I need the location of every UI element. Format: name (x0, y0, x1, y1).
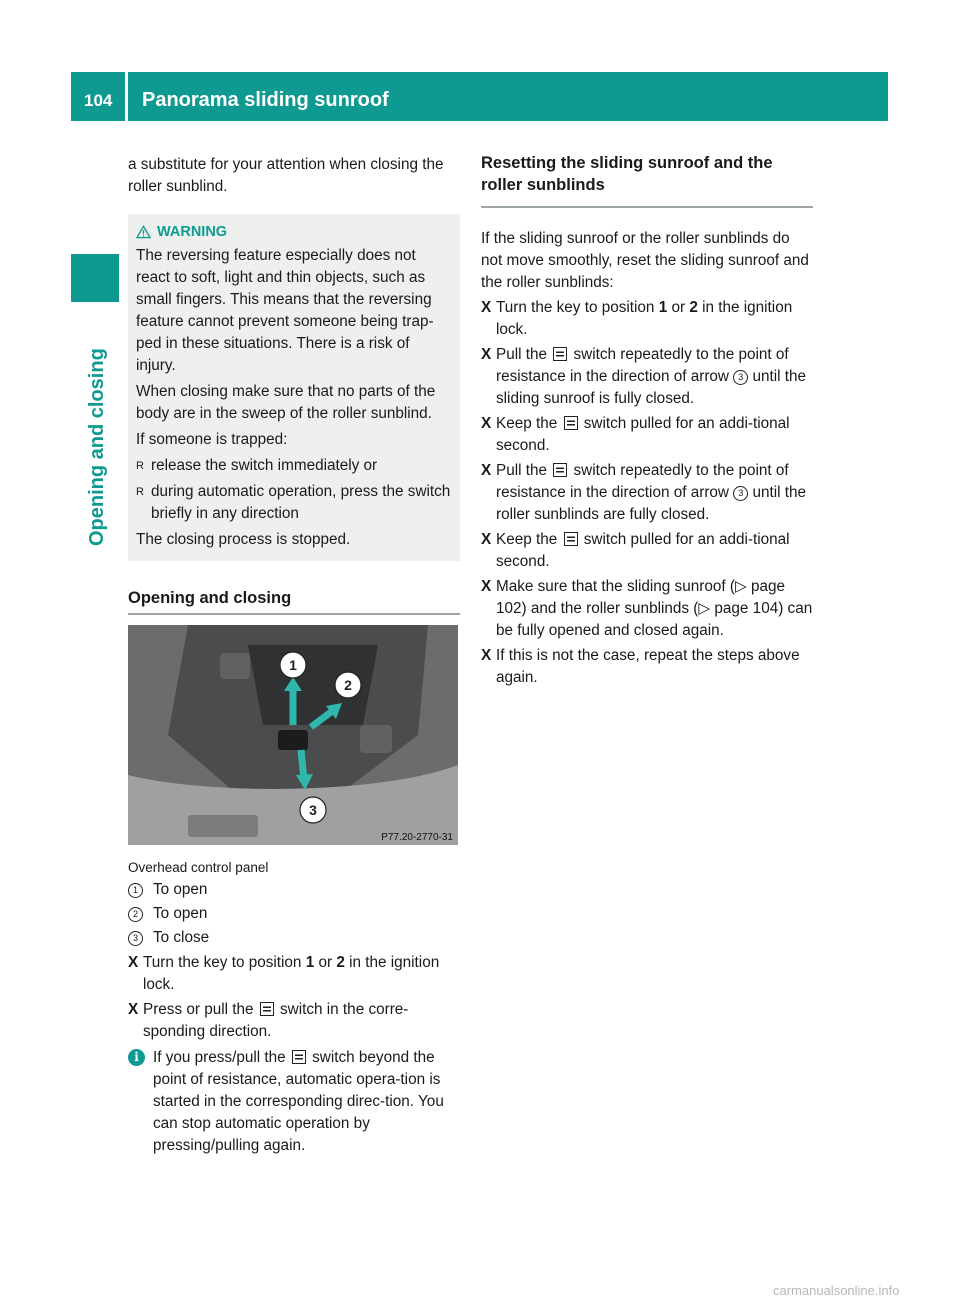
switch-icon (260, 1002, 274, 1016)
bullet-text: release the switch immediately or (151, 457, 378, 474)
step-text: Keep the switch pulled for an addi-tional second. (496, 531, 790, 570)
info-text: If you press/pull the switch beyond the point of resistance, automatic opera-tion is started in the corresponding direc-tion. You can stop automatic operation by pressing/pulling again. (153, 1049, 444, 1154)
warning-box (128, 214, 460, 561)
left-column (128, 154, 460, 1157)
warning-text-3: If someone is trapped: (136, 431, 288, 448)
step-marker: X (481, 578, 492, 595)
step-marker: X (128, 954, 139, 971)
warning-bullet (136, 481, 452, 525)
instruction-step (481, 529, 813, 573)
page-number: 104 (84, 91, 113, 110)
step-text: Keep the switch pulled for an addi-tional second. (496, 415, 790, 454)
step-text: Turn the key to position 1 or 2 in the ignition lock. (496, 299, 793, 338)
step-text: Pull the switch repeatedly to the point of resistance in the direction of arrow 3 until the roller sunblinds are fully closed. (496, 462, 807, 523)
switch-icon (553, 463, 567, 477)
bullet-marker: R (136, 486, 144, 498)
legend-number: 3 (128, 931, 143, 946)
instruction-step (481, 645, 813, 689)
bullet-text: during automatic operation, press the switch briefly in any direction (151, 483, 451, 522)
step-marker: X (481, 647, 492, 664)
section-title-reset: Resetting the sliding sunroof and the roller sunblinds (481, 152, 813, 208)
watermark-footer[interactable]: carmanualsonline.info (773, 1283, 900, 1298)
instruction-step (481, 460, 813, 526)
switch-icon (292, 1050, 306, 1064)
warning-triangle-icon (136, 225, 151, 239)
figure-callout-3: 3 (309, 802, 317, 818)
right-column (481, 152, 813, 689)
arrow-number: 3 (733, 486, 748, 501)
warning-bullet (136, 455, 452, 477)
side-tab-block (71, 254, 119, 302)
step-text: Turn the key to position 1 or 2 in the ignition lock. (143, 954, 440, 993)
side-tab-label: Opening and closing (86, 348, 108, 546)
instruction-step (481, 576, 813, 642)
intro-text: a substitute for your attention when closing the roller sunblind. (128, 156, 444, 195)
reset-intro: If the sliding sunroof or the roller sunblinds do not move smoothly, reset the sliding sunroof and the roller sunblinds: (481, 230, 809, 291)
legend-text: To open (153, 905, 208, 922)
header-divider (125, 72, 128, 121)
step-marker: X (128, 1001, 139, 1018)
step-marker: X (481, 346, 492, 363)
warning-text-2: When closing make sure that no parts of the body are in the sweep of the roller sunblind. (136, 383, 436, 422)
overhead-panel-illustration (128, 625, 458, 845)
legend-number: 1 (128, 883, 143, 898)
legend-item (128, 879, 460, 901)
arrow-number: 3 (733, 370, 748, 385)
legend-text: To close (153, 929, 210, 946)
overhead-panel-photo (128, 625, 458, 845)
section-title: Opening and closing (128, 587, 460, 615)
figure-caption: Overhead control panel (128, 860, 269, 875)
warning-text-4: The closing process is stopped. (136, 531, 351, 548)
warning-heading (136, 221, 452, 243)
step-text: Press or pull the switch in the corre-sponding direction. (143, 1001, 409, 1040)
legend-number: 2 (128, 907, 143, 922)
switch-icon (564, 416, 578, 430)
warning-label: WARNING (157, 224, 228, 240)
step-marker: X (481, 531, 492, 548)
switch-icon (553, 347, 567, 361)
chapter-title: Panorama sliding sunroof (142, 89, 389, 111)
legend-item (128, 927, 460, 949)
instruction-step (481, 297, 813, 341)
figure-callout-1: 1 (289, 657, 297, 673)
instruction-step (128, 952, 460, 996)
switch-icon (564, 532, 578, 546)
page-ref-icon: ▷ (734, 578, 747, 595)
instruction-step (481, 344, 813, 410)
step-marker: X (481, 299, 492, 316)
step-text: If this is not the case, repeat the steps above again. (496, 647, 800, 686)
instruction-step (481, 413, 813, 457)
info-note (128, 1047, 460, 1157)
instruction-step (128, 999, 460, 1043)
figure-code: P77.20-2770-31 (381, 832, 453, 843)
info-icon: i (128, 1049, 145, 1066)
step-marker: X (481, 462, 492, 479)
legend-item (128, 903, 460, 925)
page-ref-icon: ▷ (698, 600, 711, 617)
page-header (71, 72, 888, 121)
legend-text: To open (153, 881, 208, 898)
bullet-marker: R (136, 460, 144, 472)
warning-text-1: The reversing feature especially does not react to soft, light and thin objects, such as small fingers. This means that the reversing feature cannot prevent someone being trap-ped in these situations. There is a risk of injury. (136, 247, 434, 374)
step-text: Pull the switch repeatedly to the point of resistance in the direction of arrow 3 until the sliding sunroof is fully closed. (496, 346, 807, 407)
step-marker: X (481, 415, 492, 432)
step-text: Make sure that the sliding sunroof (▷ page 102) and the roller sunblinds (▷ page 104) can be fully opened and closed again. (496, 578, 813, 639)
figure-callout-2: 2 (344, 677, 352, 693)
